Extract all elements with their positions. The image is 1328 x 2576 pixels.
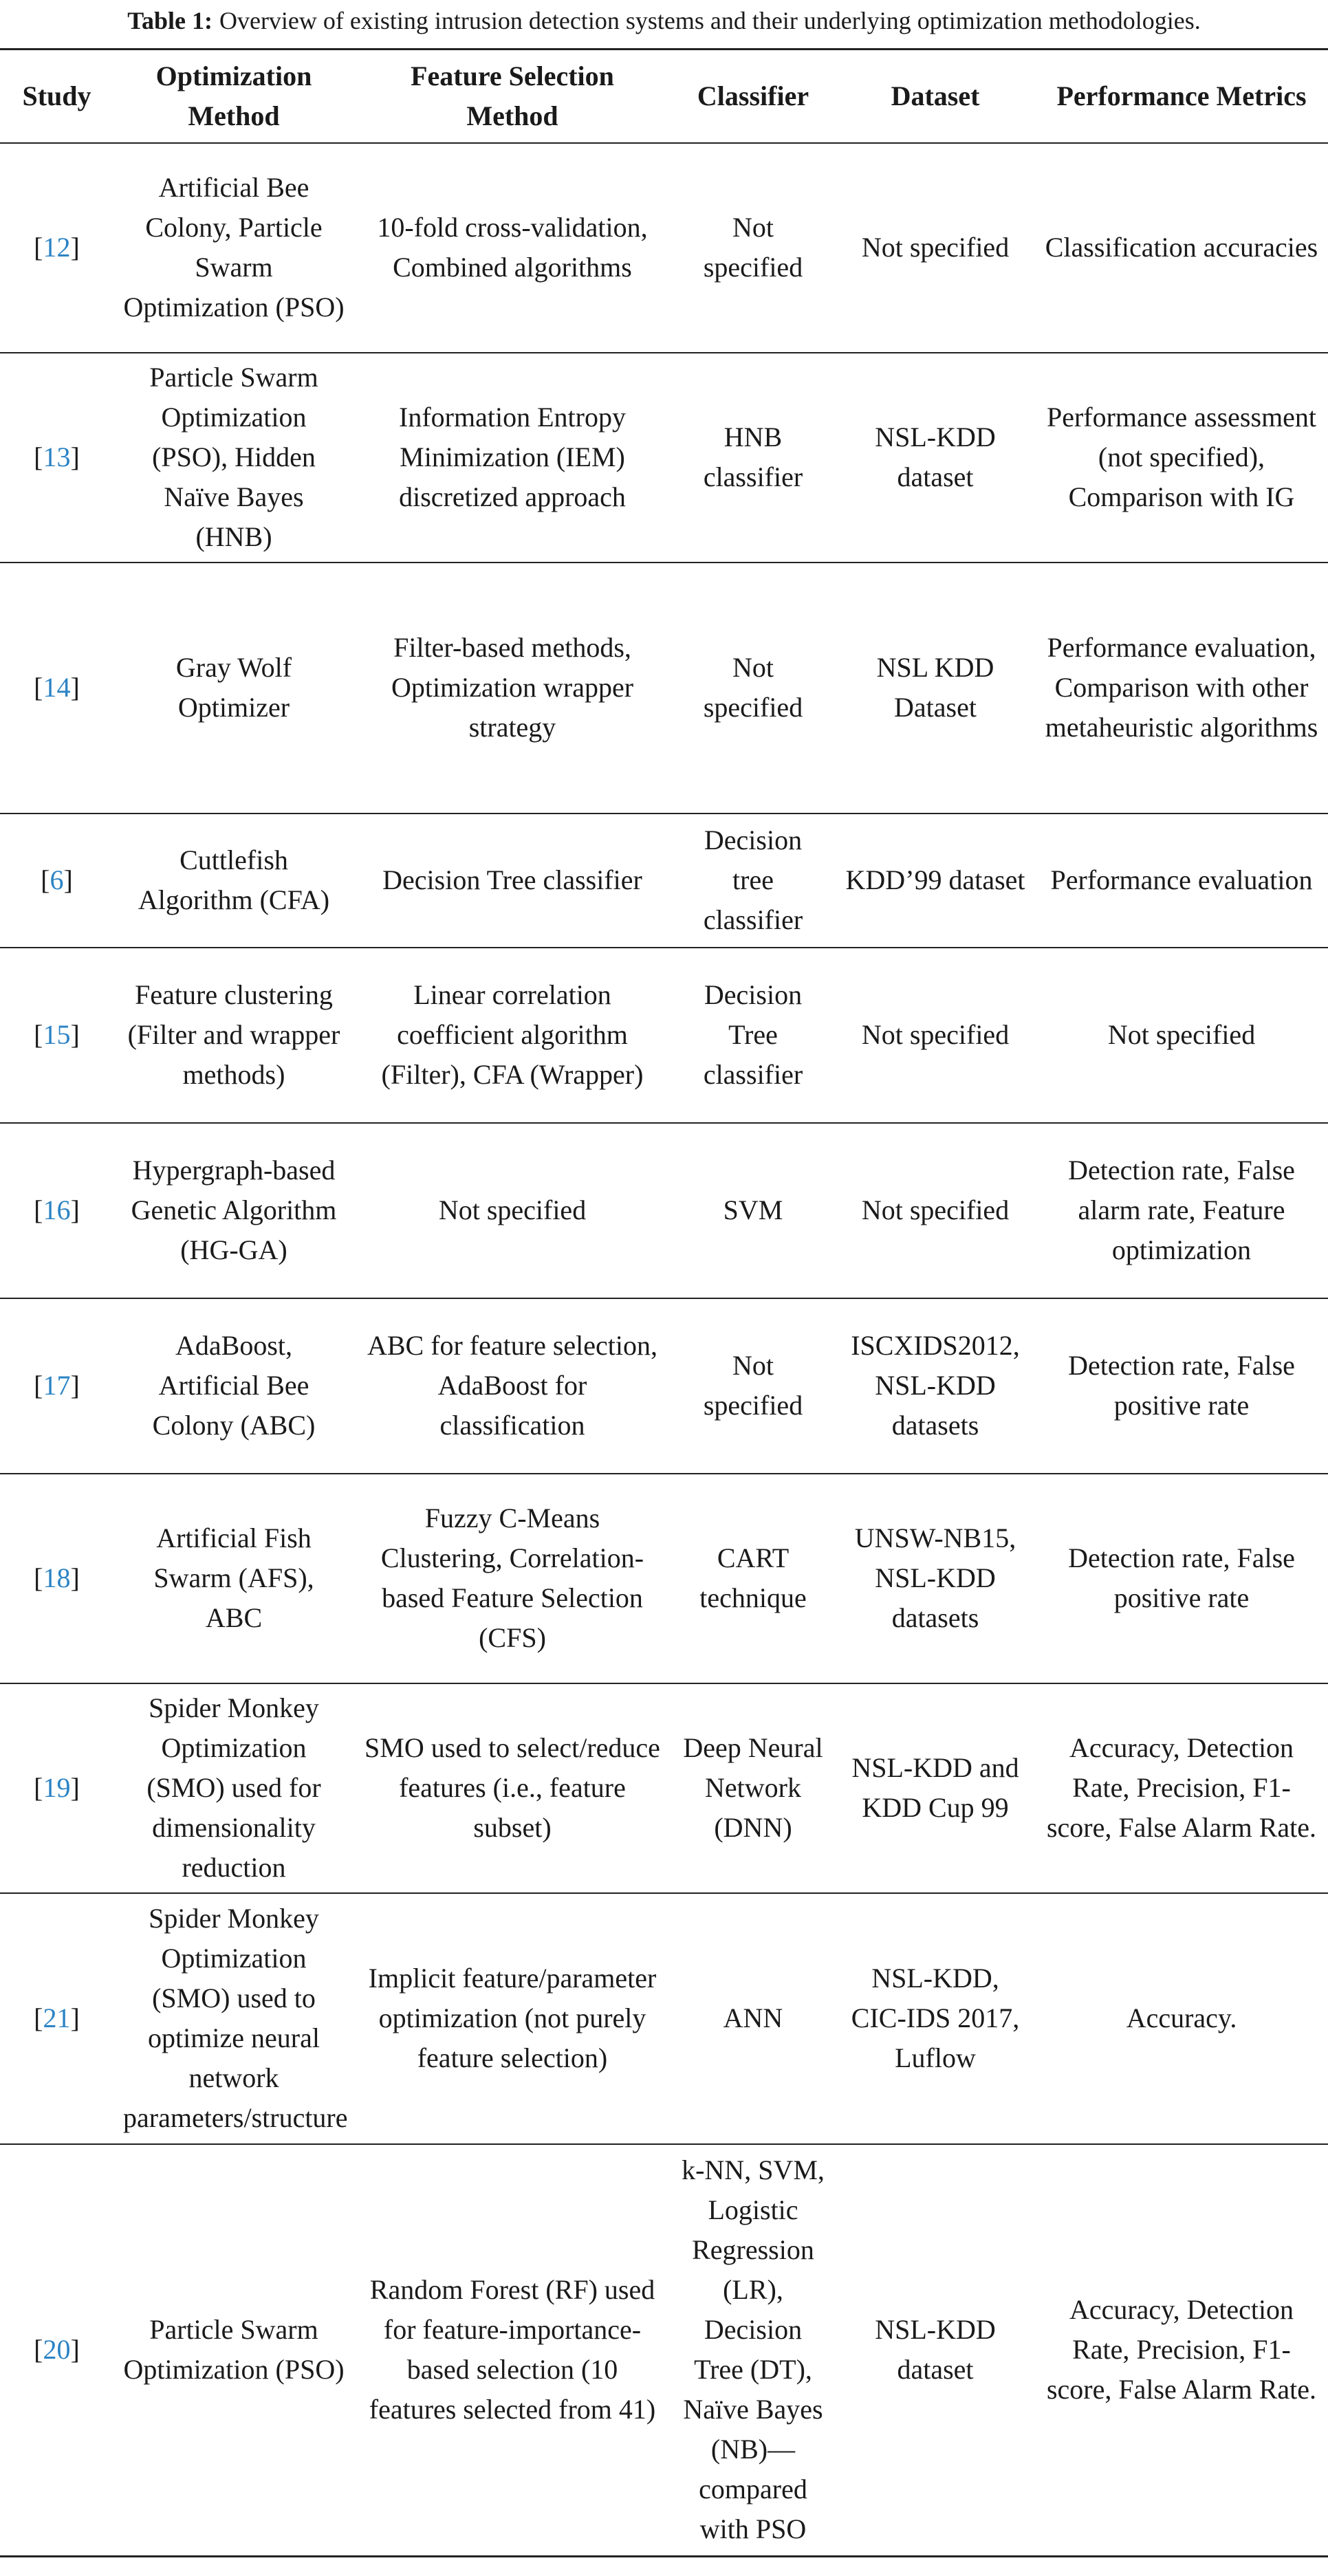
study-cell: [19] bbox=[0, 1683, 113, 1893]
study-cell: [18] bbox=[0, 1474, 113, 1683]
metrics-cell: Performance evaluation, Comparison with other metaheuristic algorithms bbox=[1035, 563, 1328, 814]
dataset-cell: UNSW-NB15, NSL-KDD datasets bbox=[836, 1474, 1035, 1683]
dataset-cell: Not specified bbox=[836, 1123, 1035, 1298]
table-row bbox=[0, 2144, 1328, 2557]
metrics-cell: Detection rate, False alarm rate, Feature optimization bbox=[1035, 1123, 1328, 1298]
classifier-cell: SVM bbox=[671, 1123, 836, 1298]
study-cell: [15] bbox=[0, 948, 113, 1123]
feature-selection-cell: Filter-based methods, Optimization wrapper strategy bbox=[354, 563, 671, 814]
classifier-cell: CART technique bbox=[671, 1474, 836, 1683]
dataset-cell: NSL KDD Dataset bbox=[836, 563, 1035, 814]
feature-selection-cell: SMO used to select/reduce features (i.e., feature subset) bbox=[354, 1683, 671, 1893]
classifier-cell: Deep Neural Network (DNN) bbox=[671, 1683, 836, 1893]
dataset-cell: NSL-KDD dataset bbox=[836, 353, 1035, 563]
citation-link[interactable]: 12 bbox=[43, 232, 71, 263]
classifier-cell: Not specified bbox=[671, 563, 836, 814]
feature-selection-cell: ABC for feature selection, AdaBoost for classification bbox=[354, 1298, 671, 1474]
metrics-cell: Performance assessment (not specified), Comparison with IG bbox=[1035, 353, 1328, 563]
metrics-cell: Performance evaluation bbox=[1035, 814, 1328, 948]
classifier-cell: Not specified bbox=[671, 143, 836, 353]
optimization-cell: Spider Monkey Optimization (SMO) used to optimize neural network parameters/structure bbox=[113, 1893, 354, 2144]
dataset-cell: NSL-KDD and KDD Cup 99 bbox=[836, 1683, 1035, 1893]
metrics-cell: Accuracy, Detection Rate, Precision, F1-score, False Alarm Rate. bbox=[1035, 1683, 1328, 1893]
table-caption bbox=[0, 0, 1328, 41]
study-cell: [20] bbox=[34, 2334, 80, 2366]
metrics-cell: Detection rate, False positive rate bbox=[1035, 1298, 1328, 1474]
citation-link[interactable]: 19 bbox=[43, 1772, 71, 1803]
feature-selection-cell: Decision Tree classifier bbox=[354, 814, 671, 948]
optimization-cell: Particle Swarm Optimization (PSO), Hidden Naïve Bayes (HNB) bbox=[113, 353, 354, 563]
citation-link[interactable]: 21 bbox=[43, 2002, 71, 2033]
study-cell: [16] bbox=[0, 1123, 113, 1298]
table-row bbox=[0, 143, 1328, 353]
classifier-cell: ANN bbox=[671, 1893, 836, 2144]
study-cell: [6] bbox=[0, 814, 113, 948]
dataset-cell: NSL-KDD, CIC-IDS 2017, Luflow bbox=[836, 1893, 1035, 2144]
optimization-cell: AdaBoost, Artificial Bee Colony (ABC) bbox=[113, 1298, 354, 1474]
dataset-cell: Not specified bbox=[836, 948, 1035, 1123]
optimization-cell: Artificial Fish Swarm (AFS), ABC bbox=[113, 1474, 354, 1683]
dataset-cell: NSL-KDD dataset bbox=[875, 2314, 996, 2386]
caption-label: Table 1: bbox=[127, 7, 213, 34]
dataset-cell: KDD’99 dataset bbox=[836, 814, 1035, 948]
feature-selection-cell: 10-fold cross-validation, Combined algorithms bbox=[354, 143, 671, 353]
classifier-cell: Decision tree classifier bbox=[671, 814, 836, 948]
classifier-cell: k-NN, SVM, Logistic Regression (LR), Decision Tree (DT), Naïve Bayes (NB)—compared with PSO bbox=[682, 2154, 825, 2545]
table-row bbox=[0, 1474, 1328, 1683]
citation-link[interactable]: 15 bbox=[43, 1019, 71, 1050]
optimization-cell: Feature clustering (Filter and wrapper methods) bbox=[113, 948, 354, 1123]
table-row bbox=[0, 563, 1328, 814]
optimization-cell: Gray Wolf Optimizer bbox=[113, 563, 354, 814]
metrics-cell: Classification accuracies bbox=[1035, 143, 1328, 353]
dataset-cell: ISCXIDS2012, NSL-KDD datasets bbox=[836, 1298, 1035, 1474]
header-dataset: Dataset bbox=[836, 50, 1035, 143]
feature-selection-cell: Not specified bbox=[354, 1123, 671, 1298]
optimization-cell: Artificial Bee Colony, Particle Swarm Optimization (PSO) bbox=[113, 143, 354, 353]
metrics-cell: Accuracy. bbox=[1035, 1893, 1328, 2144]
citation-link[interactable]: 17 bbox=[43, 1370, 71, 1401]
dataset-cell: Not specified bbox=[836, 143, 1035, 353]
header-performance-metrics: Performance Metrics bbox=[1035, 50, 1328, 143]
feature-selection-cell: Fuzzy C-Means Clustering, Correlation-based Feature Selection (CFS) bbox=[354, 1474, 671, 1683]
optimization-cell: Hypergraph-based Genetic Algorithm (HG-GA) bbox=[113, 1123, 354, 1298]
metrics-cell: Accuracy, Detection Rate, Precision, F1-score, False Alarm Rate. bbox=[1046, 2294, 1317, 2405]
ids-overview-table bbox=[0, 48, 1328, 2557]
feature-selection-cell: Random Forest (RF) used for feature-importance-based selection (10 features selected from 41) bbox=[369, 2274, 656, 2425]
citation-link[interactable]: 13 bbox=[43, 441, 71, 472]
metrics-cell: Not specified bbox=[1035, 948, 1328, 1123]
study-cell: [17] bbox=[0, 1298, 113, 1474]
table-row bbox=[0, 353, 1328, 563]
table-row bbox=[0, 1893, 1328, 2144]
feature-selection-cell: Linear correlation coefficient algorithm (Filter), CFA (Wrapper) bbox=[354, 948, 671, 1123]
table-row bbox=[0, 948, 1328, 1123]
classifier-cell: HNB classifier bbox=[671, 353, 836, 563]
caption-text: Overview of existing intrusion detection systems and their underlying optimization methodologies. bbox=[219, 7, 1201, 34]
table-row bbox=[0, 1683, 1328, 1893]
header-feature-selection-method: Feature Selection Method bbox=[354, 50, 671, 143]
optimization-cell: Cuttlefish Algorithm (CFA) bbox=[113, 814, 354, 948]
header-optimization-method: Optimization Method bbox=[113, 50, 354, 143]
citation-link[interactable]: 20 bbox=[43, 2334, 71, 2366]
citation-link[interactable]: 14 bbox=[43, 672, 71, 703]
feature-selection-cell: Information Entropy Minimization (IEM) discretized approach bbox=[354, 353, 671, 563]
header-study: Study bbox=[0, 50, 113, 143]
study-cell: [21] bbox=[0, 1893, 113, 2144]
citation-link[interactable]: 6 bbox=[50, 864, 64, 895]
feature-selection-cell: Implicit feature/parameter optimization (not purely feature selection) bbox=[354, 1893, 671, 2144]
classifier-cell: Decision Tree classifier bbox=[671, 948, 836, 1123]
study-cell: [14] bbox=[0, 563, 113, 814]
study-cell: [13] bbox=[0, 353, 113, 563]
metrics-cell: Detection rate, False positive rate bbox=[1035, 1474, 1328, 1683]
table-row bbox=[0, 1298, 1328, 1474]
header-classifier: Classifier bbox=[671, 50, 836, 143]
study-cell: [12] bbox=[0, 143, 113, 353]
optimization-cell: Particle Swarm Optimization (PSO) bbox=[123, 2314, 345, 2386]
citation-link[interactable]: 16 bbox=[43, 1194, 71, 1225]
classifier-cell: Not specified bbox=[671, 1298, 836, 1474]
citation-link[interactable]: 18 bbox=[43, 1562, 71, 1593]
optimization-cell: Spider Monkey Optimization (SMO) used for dimensionality reduction bbox=[113, 1683, 354, 1893]
header-row bbox=[0, 50, 1328, 143]
table-row bbox=[0, 814, 1328, 948]
table-row bbox=[0, 1123, 1328, 1298]
